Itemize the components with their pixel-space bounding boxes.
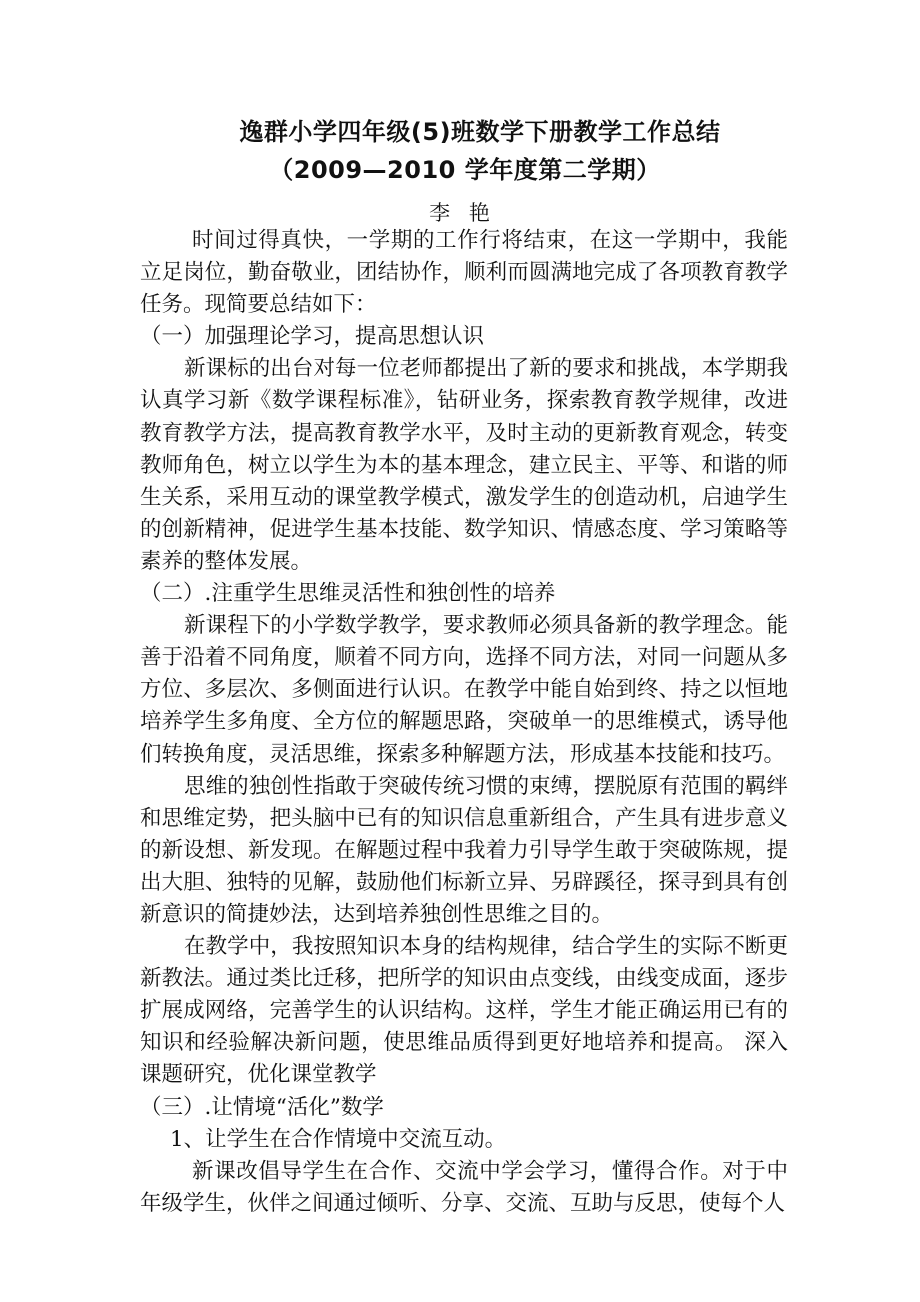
document-subtitle: （2009—2010 学年度第二学期）: [269, 156, 661, 184]
body-paragraph-3: 思维的独创性指敢于突破传统习惯的束缚，摆脱原有范围的羁绊和思维定势，把头脑中已有的知识信息重新组合，产生具有进步意义的新设想、新发现。在解题过程中我着力引导学生敢于突破陈规，提出大胆、独特的见解，鼓励他们标新立异、另辟蹊径，探寻到具有创新意识的简捷妙法，达到培养独创性思维之目的。: [140, 773, 788, 927]
document-title: 逸群小学四年级(5)班数学下册教学工作总结: [239, 118, 721, 146]
body-paragraph-5: 新课改倡导学生在合作、交流中学会学习，懂得合作。对于中年级学生，伙伴之间通过倾听、分享、交流、互助与反思，使每个人: [140, 1158, 788, 1216]
author-name: 李 艳: [429, 201, 491, 225]
document-body: [140, 225, 788, 1220]
section-heading-2: （二）.注重学生思维灵活性和独创性的培养: [140, 581, 556, 607]
body-paragraph-4: 在教学中，我按照知识本身的结构规律，结合学生的实际不断更新教法。通过类比迁移，把所学的知识由点变线，由线变成面，逐步扩展成网络，完善学生的认识结构。这样，学生才能正确运用已有的知识和经验解决新问题，使思维品质得到更好地培养和提高。 深入课题研究，优化课堂教学: [140, 934, 788, 1088]
list-item-1: 1、让学生在合作情境中交流互动。: [170, 1126, 507, 1152]
body-paragraph-2: 新课程下的小学数学教学，要求教师必须具备新的教学理念。能善于沿着不同角度，顺着不同方向，选择不同方法，对同一问题从多方位、多层次、多侧面进行认识。在教学中能自始到终、持之以恒地培养学生多角度、全方位的解题思路，突破单一的思维模式，诱导他们转换角度，灵活思维，探索多种解题方法，形成基本技能和技巧。: [140, 613, 788, 767]
section-heading-1: （一）加强理论学习，提高思想认识: [140, 324, 485, 350]
intro-paragraph: 时间过得真快，一学期的工作行将结束，在这一学期中，我能立足岗位，勤奋敬业，团结协作，顺利而圆满地完成了各项教育教学任务。现简要总结如下：: [140, 228, 788, 318]
section-heading-3: （三）.让情境“活化”数学: [140, 1094, 384, 1120]
body-paragraph-1: 新课标的出台对每一位老师都提出了新的要求和挑战，本学期我认真学习新《数学课程标准》，钻研业务，探索教育教学规律，改进教育教学方法，提高教育教学水平，及时主动的更新教育观念，转变教师角色，树立以学生为本的基本理念，建立民主、平等、和谐的师生关系，采用互动的课堂教学模式，激发学生的创造动机，启迪学生的创新精神，促进学生基本技能、数学知识、情感态度、学习策略等素养的整体发展。: [140, 356, 788, 574]
